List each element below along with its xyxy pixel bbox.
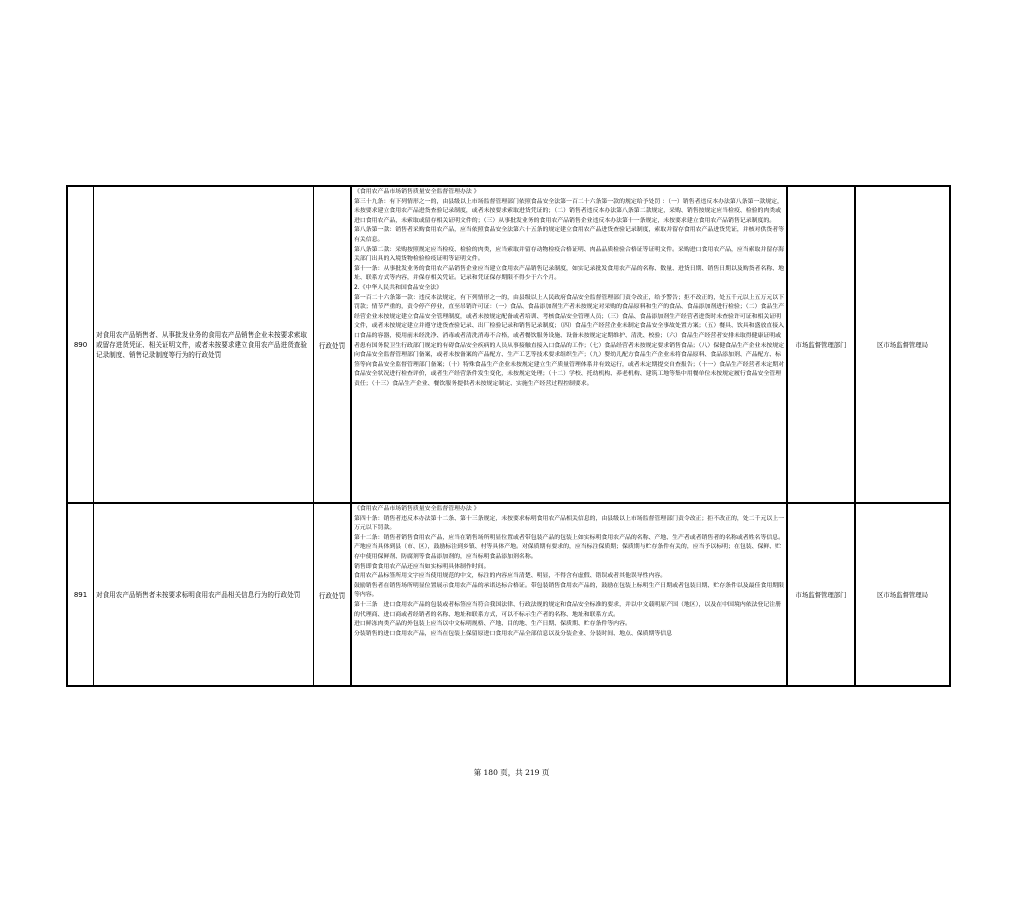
item-type: 行政处罚 xyxy=(314,187,352,502)
basis-line: 分装销售的进口食用农产品，应当在包装上保留原进口食用农产品全部信息以及分装企业、分装时间、地点、保质期等信息 xyxy=(354,630,673,637)
table-row xyxy=(68,187,949,504)
table-row xyxy=(68,504,949,685)
item-type: 行政处罚 xyxy=(314,504,352,685)
basis-line: 《食用农产品市场销售质量安全监督管理办法 》 xyxy=(354,506,480,512)
legal-basis xyxy=(352,187,788,502)
item-name xyxy=(94,504,314,685)
basis-line: 食用农产品标签所用文字应当使用规范的中文，标注的内容应当清楚、明显，不得含有虚假、错误或者其他误导性内容。 xyxy=(354,573,667,580)
basis-line: 进口鲜冻肉类产品的外包装上应当以中文标明规格、产地、目的地、生产日期、保质期、贮存条件等内容。 xyxy=(354,621,631,628)
implementing-dept: 市场监督管理部门 xyxy=(788,504,856,685)
item-name-text: 对食用农产品销售者、从事批发业务的食用农产品销售企业未按要求索取或留存进货凭证、相关证明文件，或者未按要求建立食用农产品进货查验记录制度、销售记录制度等行为的行政处罚 xyxy=(96,330,307,359)
basis-line: 第四十条：销售者违反本办法第十二条、第十三条规定，未按要求标明食用农产品相关信息的，由县级以上市场监督管理部门责令改正；拒不改正的，处二千元以上一万元以下罚款。 xyxy=(354,515,785,532)
basis-line: 第十三条 进口食用农产品的包装或者标签应当符合我国法律、行政法规的规定和食品安全标准的要求，并以中文载明原产国（地区），以及在中国境内依法登记注册的代理商、进口商或者经销者的名称、地址和联系方式，可以不标示生产者的名称、地址和联系方式。 xyxy=(354,601,782,618)
page-footer: 第 180 页，共 219 页 xyxy=(473,768,550,777)
implementing-dept: 市场监督管理部门 xyxy=(788,187,856,502)
basis-line: 2.《中华人民共和国食品安全法》 xyxy=(354,284,443,291)
executing-agency: 区市场监督管理局 xyxy=(876,591,929,599)
item-name xyxy=(94,187,314,502)
basis-line: 第八条第二款：采购按照规定应当检疫、检验的肉类，应当索取并留存动物检疫合格证明、肉品品质检验合格证等证明文件。采购进口食用农产品，应当索取并留存海关部门出具的入境货物检验检疫证明等证明文件。 xyxy=(354,246,785,263)
basis-line: 第三十九条：有下列情形之一的，由县级以上市场监督管理部门依照食品安全法第一百二十六条第一款的规定给予处罚 ：（一）销售者违反本办法第八条第一款规定，未按要求建立食用农产品进货查验记录制度，或者未按要求索取进货凭证的；（二）销售者违反本办法第八条第二款规定，采购、销售按规定应当检疫、检验的肉类或进口食用农产品，未索取或留存相关证明文件的；（三）从事批发业务的食用农产品销售企业违反本办法第十一条规定，未按要求建立食用农产品销售记录制度的。 xyxy=(354,198,783,224)
enforcement-table xyxy=(66,185,951,687)
basis-line: 第十一条：从事批发业务的食用农产品销售企业应当建立食用农产品销售记录制度，如实记录批发食用农产品的名称、数量、进货日期、销售日期以及购货者名称、地址、联系方式等内容，并保存相关凭证。记录和凭证保存期限不得少于六个月。 xyxy=(354,265,785,282)
basis-line: 第八条第一款：销售者采购食用农产品，应当依照食品安全法第六十五条的规定建立食用农产品进货查验记录制度，索取并留存食用农产品进货凭证，并核对供货者等有关信息。 xyxy=(354,227,785,243)
legal-basis xyxy=(352,504,788,685)
basis-line: 鼓励销售者在销售场所明显位置展示食用农产品的承诺达标合格证。带包装销售食用农产品的，鼓励在包装上标明生产日期或者包装日期、贮存条件以及最佳食用期限等内容。 xyxy=(354,582,785,599)
item-name-text: 对食用农产品销售者未按要求标明食用农产品相关信息行为的行政处罚 xyxy=(96,590,301,599)
basis-line: 《食用农产品市场销售质量安全监督管理办法 》 xyxy=(354,189,480,195)
row-number: 890 xyxy=(68,187,94,502)
executing-agency: 区市场监督管理局 xyxy=(876,341,929,349)
row-number: 891 xyxy=(68,504,94,685)
basis-line: 销售即食食用农产品还应当如实标明具体制作时间。 xyxy=(354,563,490,570)
basis-line: 第一百二十六条第一款：违反本法规定，有下列情形之一的，由县级以上人民政府食品安全监督管理部门责令改正，给予警告；拒不改正的，处五千元以上五万元以下罚款；情节严重的，责令停产停业，直至吊销许可证：（一）食品、食品添加剂生产者未按规定对采购的食品原料和生产的食品、食品添加剂进行检验；（二）食品生产经营企业未按规定建立食品安全管理制度，或者未按规定配备或者培训、考核食品安全管理人员；（三）食品、食品添加剂生产经营者进货时未查验许可证和相关证明文件，或者未按规定建立并遵守进货查验记录、出厂检验记录和销售记录制度；（四）食品生产经营企业未制定食品安全事故处置方案；（五）餐具、饮具和盛放直接入口食品的容器，使用前未经洗净、消毒或者清洗消毒不合格，或者餐饮服务设施、设备未按规定定期维护、清洗、校验；（六）食品生产经营者安排未取得健康证明或者患有国务院卫生行政部门规定的有碍食品安全疾病的人员从事接触直接入口食品的工作；（七）食品经营者未按规定要求销售食品；（八）保健食品生产企业未按规定向食品安全监督管理部门备案，或者未按备案的产品配方、生产工艺等技术要求组织生产；（九）婴幼儿配方食品生产企业未将食品原料、食品添加剂、产品配方、标签等向食品安全监督管理部门备案；（十）特殊食品生产企业未按规定建立生产质量管理体系并有效运行，或者未定期提交自查报告；（十一）食品生产经营者未定期对食品安全状况进行检查评价，或者生产经营条件发生变化，未按规定处理；（十二）学校、托幼机构、养老机构、建筑工地等集中用餐单位未按规定履行食品安全管理责任；（十三）食品生产企业、餐饮服务提供者未按规定制定、实施生产经营过程控制要求。 xyxy=(354,294,785,387)
basis-line: 第十二条：销售者销售食用农产品，应当在销售场所明显位置或者带包装产品的包装上如实标明食用农产品的名称、产地、生产者或者销售者的名称或者姓名等信息。产地应当具体到县（市、区），鼓励标注到乡镇、村等具体产地。对保质期有要求的，应当标注保质期；保质期与贮存条件有关的，应当予以标明；在包装、保鲜、贮存中使用保鲜剂、防腐剂等食品添加剂的，应当标明食品添加剂名称。 xyxy=(354,534,785,560)
